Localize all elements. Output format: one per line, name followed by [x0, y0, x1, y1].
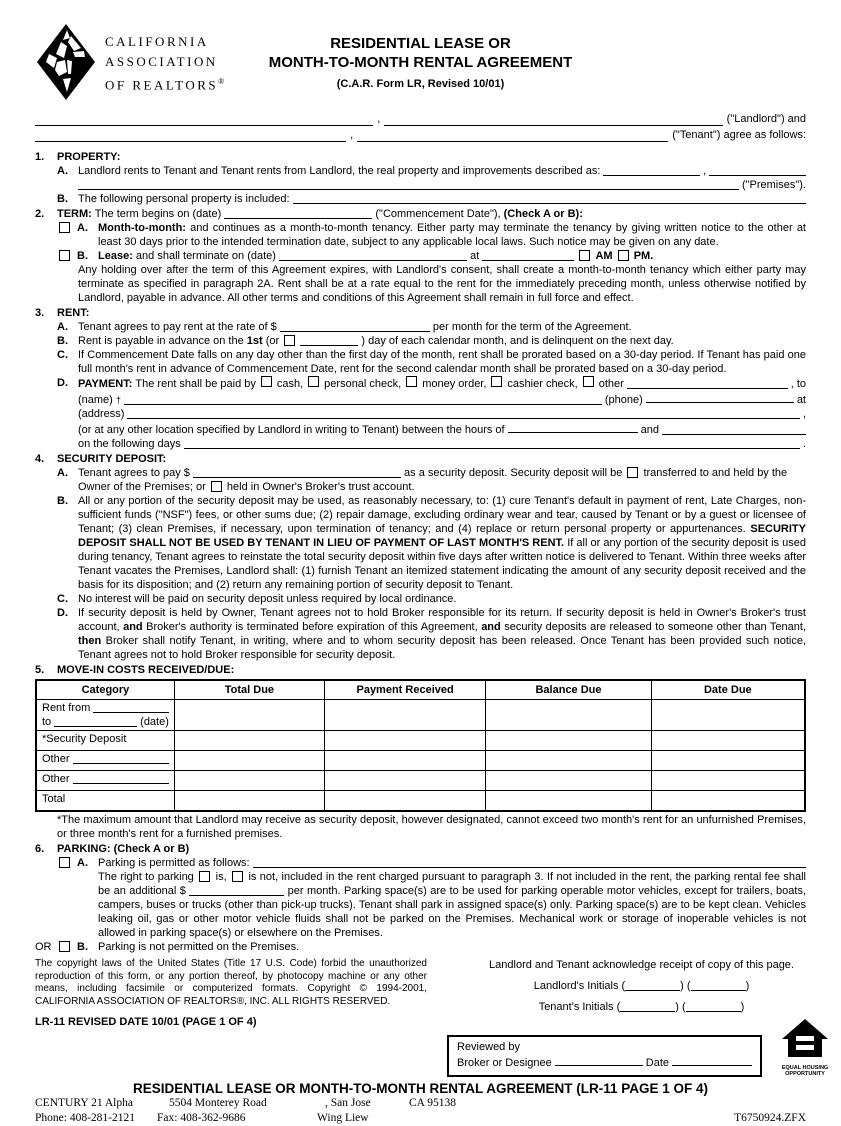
landlord-comma: ,: [377, 113, 381, 125]
item-4a-letter: A.: [57, 467, 68, 479]
rent-amount-blank[interactable]: [280, 320, 430, 332]
holdover-text: Any holding over after the term of this Agreement expires, with Landlord's consent, shall create a month-to-month tenancy which either party may terminate as specified in paragraph 2A. Rent shall be at a rate equal to the rent for the immediately preceding month, unless otherwise notified by Landlord, payable in advance. All other terms and conditions of this Agreement shall remain in full force and effect.: [78, 264, 806, 304]
cashier-check-label: cashier check,: [507, 378, 578, 390]
parking-is-not-text: is not, included in the rent charged pursuant to paragraph 3. If not included in the rent, the parking rental fee shall be an additional $: [98, 871, 806, 897]
table-cell[interactable]: [174, 751, 324, 771]
checkbox-parking-is-not[interactable]: [232, 871, 243, 882]
section-4-number: 4.: [35, 453, 45, 465]
tenant-initials-label: Tenant's Initials (: [538, 1001, 621, 1013]
other-2-cell: [36, 771, 174, 791]
payment-to: , to: [790, 378, 806, 390]
date-label: (date): [140, 716, 169, 728]
agent-office: CENTURY 21 Alpha: [35, 1097, 133, 1109]
checkbox-cashier-check[interactable]: [491, 376, 502, 387]
table-cell[interactable]: [486, 731, 651, 751]
other-1-cell: [36, 751, 174, 771]
deposit-text-3: transferred to and held by the Owner of the Premises; or: [78, 467, 788, 493]
table-row: [36, 700, 805, 731]
section-3-number: 3.: [35, 307, 45, 319]
payment-text-1: The rent shall be paid by: [135, 378, 256, 390]
item-4c-letter: C.: [57, 593, 68, 605]
max-deposit-note: *The maximum amount that Landlord may receive as security deposit, however designated, cannot exceed two month's rent for an unfurnished Premises, or three month's rent for a furnished premises.: [57, 814, 806, 840]
col-total-due: Total Due: [174, 680, 324, 700]
review-date-label: Date: [645, 1057, 670, 1069]
payment-days-text: on the following days: [78, 438, 181, 450]
section-6-title: PARKING: (Check A or B): [57, 843, 190, 855]
no-parking-text: Parking is not permitted on the Premises.: [98, 941, 300, 953]
deposit-bold-clause: SECURITY DEPOSIT SHALL NOT BE USED BY TENANT IN LIEU OF PAYMENT OF LAST MONTH'S RENT.: [78, 523, 806, 549]
payee-phone-blank[interactable]: [646, 391, 794, 403]
item-3a-letter: A.: [57, 321, 68, 333]
form-title-line2: MONTH-TO-MONTH RENTAL AGREEMENT: [268, 54, 573, 71]
rent-to-date-blank[interactable]: [54, 726, 137, 727]
landlord-line: [35, 112, 806, 128]
item-1a-letter: A.: [57, 165, 68, 177]
table-cell[interactable]: [324, 700, 485, 731]
table-cell[interactable]: [651, 731, 805, 751]
assoc-line1: CALIFORNIA: [105, 34, 209, 50]
premises-description-blank-3[interactable]: [78, 189, 739, 190]
section-1-title: PROPERTY:: [57, 151, 121, 163]
acknowledge-text: Landlord and Tenant acknowledge receipt of copy of this page.: [489, 959, 794, 971]
form-code: LR-11 REVISED DATE 10/01 (PAGE 1 OF 4): [35, 1016, 257, 1028]
eho-text-line2: OPPORTUNITY: [785, 1071, 825, 1077]
checkbox-parking-is[interactable]: [199, 871, 210, 882]
rent-due-1st: 1st: [246, 335, 263, 347]
col-date-due: Date Due: [651, 680, 805, 700]
tenant-name-blank[interactable]: [35, 141, 346, 142]
item-3b-letter: B.: [57, 335, 68, 347]
checkbox-2a-month-to-month[interactable]: [59, 222, 70, 233]
section-2-number: 2.: [35, 208, 45, 220]
table-row: [36, 731, 805, 751]
assoc-line2: ASSOCIATION: [105, 54, 218, 70]
checkbox-cash[interactable]: [261, 376, 272, 387]
term-intro-2: ("Commencement Date"),: [375, 208, 501, 220]
landlord-name-blank-2[interactable]: [384, 125, 722, 126]
initials-close-paren: ): [740, 1001, 745, 1013]
agent-phone: Phone: 408-281-2121: [35, 1112, 135, 1124]
other-1-label: Other: [42, 753, 70, 765]
landlord-initials-blank-2[interactable]: [691, 979, 746, 991]
hours-to-blank[interactable]: [662, 434, 806, 435]
payment-at: at: [796, 394, 806, 406]
item-2b-letter: B.: [77, 250, 88, 262]
proration-text: If Commencement Date falls on any day other than the first day of the month, rent shall be prorated based on a 30-day period. If Tenant has paid one full month's rent in advance of Commencement Date, rent for the second calendar month shall be prorated based on a 30-day period.: [78, 349, 806, 375]
item-6a-letter: A.: [77, 857, 88, 869]
initials-parens: ) (: [675, 1001, 686, 1013]
section-5-title: MOVE-IN COSTS RECEIVED/DUE:: [57, 664, 235, 676]
pm-label: PM.: [633, 250, 654, 262]
lease-label: Lease:: [98, 250, 133, 262]
tenant-initials-blank-2[interactable]: [686, 1000, 741, 1012]
section-parking: [35, 842, 806, 954]
table-row: [36, 771, 805, 791]
tenant-line: [35, 128, 806, 144]
tenant-suffix: ("Tenant") agree as follows:: [672, 129, 807, 141]
checkbox-other-payment[interactable]: [583, 376, 594, 387]
parking-is-label: is,: [215, 871, 227, 883]
lease-end-time-blank[interactable]: [482, 249, 574, 261]
form-header: [35, 24, 806, 112]
item-6b-letter: B.: [77, 941, 88, 953]
initials-parens: ) (: [680, 980, 691, 992]
parking-para-2: per month. Parking space(s) are to be used for parking operable motor vehicles, except for trailers, boats, campers, buses or trucks (other than pick-up trucks). Tenant shall park in assigned space(s) only. Parking space(s) are to be kept clean. Vehicles leaking oil, gas or other motor vehicle fluids shall not be parked on the Premises. Mechanical work or storage of inoperable vehicles is not allowed in parking space(s) or elsewhere on the Premises.: [98, 885, 807, 939]
payment-label: PAYMENT:: [78, 378, 133, 390]
rent-due-text-2: (or: [265, 335, 280, 347]
personal-check-label: personal check,: [324, 378, 402, 390]
payee-name-label: (name): [78, 394, 113, 406]
page-footer: [35, 958, 829, 1077]
payment-hours-text: (or at any other location specified by Landlord in writing to Tenant) between the hours of: [78, 424, 505, 436]
checkbox-pm[interactable]: [618, 250, 629, 261]
item-4b-letter: B.: [57, 495, 68, 507]
equal-housing-icon: [782, 1052, 828, 1064]
agent-name: Wing Liew: [317, 1112, 369, 1124]
section-security-deposit: [35, 452, 806, 662]
month-to-month-label: Month-to-month:: [98, 222, 186, 234]
item-2a-letter: A.: [77, 222, 88, 234]
am-label: AM: [595, 250, 613, 262]
term-intro-1: The term begins on (date): [94, 208, 222, 220]
eho-text-line1: EQUAL HOUSING: [781, 1065, 829, 1071]
total-row-label: Total: [36, 791, 174, 812]
checkbox-am[interactable]: [579, 250, 590, 261]
personal-property-blank[interactable]: [293, 203, 806, 204]
deposit-text-2: as a security deposit. Security deposit will be: [404, 467, 623, 479]
lease-text: and shall terminate on (date): [135, 250, 276, 262]
payment-address-blank[interactable]: [127, 418, 799, 419]
broker-and-2: and: [481, 621, 501, 633]
security-deposit-row-label: *Security Deposit: [36, 731, 174, 751]
rent-period-cell: [36, 700, 174, 731]
tenant-comma: ,: [350, 129, 354, 141]
col-category: Category: [36, 680, 174, 700]
footer-form-title: RESIDENTIAL LEASE OR MONTH-TO-MONTH RENTAL AGREEMENT (LR-11 PAGE 1 OF 4): [132, 1081, 709, 1096]
rent-to-label: to: [42, 716, 52, 728]
broker-then: then: [78, 635, 102, 647]
deposit-text-4: held in Owner's Broker's trust account.: [226, 481, 415, 493]
table-cell[interactable]: [174, 731, 324, 751]
agent-state-zip: CA 95138: [409, 1097, 456, 1109]
premises-suffix: ("Premises").: [741, 179, 806, 191]
review-date-blank[interactable]: [672, 1054, 752, 1066]
payee-name-blank[interactable]: [124, 404, 602, 405]
table-cell[interactable]: [174, 791, 324, 812]
premises-description-blank-2[interactable]: [709, 175, 806, 176]
checkbox-rent-due-day[interactable]: [284, 335, 295, 346]
table-cell[interactable]: [324, 751, 485, 771]
table-cell[interactable]: [651, 751, 805, 771]
broker-text-2: Broker's authority is terminated before expiration of this Agreement,: [146, 621, 478, 633]
hours-from-blank[interactable]: [508, 421, 638, 433]
parking-para-1: The right to parking: [98, 871, 194, 883]
table-cell[interactable]: [324, 771, 485, 791]
rent-from-label: Rent from: [42, 702, 91, 714]
parking-description-blank[interactable]: [253, 867, 806, 868]
item-1b-text: The following personal property is included:: [78, 193, 290, 205]
agent-street: 5504 Monterey Road: [169, 1097, 267, 1109]
section-rent: [35, 306, 806, 451]
rent-rate-text-2: per month for the term of the Agreement.: [432, 321, 632, 333]
form-subtitle: (C.A.R. Form LR, Revised 10/01): [336, 78, 505, 90]
checkbox-money-order[interactable]: [406, 376, 417, 387]
premises-comma: ,: [703, 165, 707, 177]
table-row: [36, 791, 805, 812]
landlord-suffix: ("Landlord") and: [726, 113, 807, 125]
month-to-month-text: and continues as a month-to-month tenancy. Either party may terminate the tenancy by giving written notice to the other at least 30 days prior to the intended termination date, subject to any applicable local laws. Such notice may be given on any date.: [98, 222, 806, 248]
table-cell[interactable]: [324, 791, 485, 812]
other-2-label-blank[interactable]: [73, 783, 169, 784]
item-3d-letter: D.: [57, 377, 68, 389]
table-cell[interactable]: [324, 731, 485, 751]
move-in-costs-table: [35, 679, 806, 812]
broker-text-3: security deposits are released to someone other than Tenant,: [504, 621, 806, 633]
address-trailing-comma: ,: [802, 408, 806, 420]
table-cell[interactable]: [486, 751, 651, 771]
term-check-a-or-b: (Check A or B):: [503, 208, 583, 220]
payee-phone-label: (phone): [604, 394, 643, 406]
parking-permitted-text: Parking is permitted as follows:: [98, 857, 250, 869]
broker-text-1: If security deposit is held by Owner, Tenant agrees not to hold Broker responsible for its return. If security deposit is held in Owner's Broker's trust account,: [78, 607, 806, 633]
lease-at: at: [470, 250, 480, 262]
section-4-title: SECURITY DEPOSIT:: [57, 453, 167, 465]
checkbox-6a-parking-permitted[interactable]: [59, 857, 70, 868]
col-payment-received: Payment Received: [324, 680, 485, 700]
agent-fax: Fax: 408-362-9686: [157, 1112, 246, 1124]
assoc-line3: OF REALTORS®: [105, 77, 225, 93]
commencement-date-blank[interactable]: [224, 207, 372, 219]
item-4d-letter: D.: [57, 607, 68, 619]
premises-description-blank[interactable]: [603, 175, 700, 176]
section-move-in-costs: [35, 663, 806, 677]
reviewed-by-label: Reviewed by: [457, 1041, 520, 1053]
no-interest-text: No interest will be paid on security deposit unless required by local ordinance.: [78, 593, 457, 605]
rent-due-text-1: Rent is payable in advance on the: [78, 335, 244, 347]
section-6-number: 6.: [35, 843, 45, 855]
payment-address-label: (address): [78, 408, 125, 420]
parking-fee-blank[interactable]: [189, 884, 284, 896]
section-property: [35, 150, 806, 206]
file-reference: T6750924.ZFX: [734, 1112, 806, 1124]
form-title-line1: RESIDENTIAL LEASE OR: [330, 35, 511, 52]
col-balance-due: Balance Due: [486, 680, 651, 700]
dagger-mark: †: [115, 395, 121, 405]
agent-info-row-1: [35, 1096, 806, 1111]
deposit-use-text-2: If all or any portion of the security deposit is used during tenancy, Tenant agrees to reinstate the total security deposit within five days after written notice is delivered to Tenant. Within three weeks after Tenant vacates the Premises, Landlord shall: (1) furnish Tenant an itemized statement indicating the amount of any security deposit received and the basis for its disposition; and (2) return any remaining portion of security deposit to Tenant.: [78, 537, 806, 591]
deposit-use-text-1: All or any portion of the security deposit may be used, as reasonably necessary, to: (1) cure Tenant's default in payment of rent, Late Charges, non-sufficient funds ("NSF") fees, or other sums due; (2) repair damage, excluding ordinary wear and tear, caused by Tenant or by a guest or licensee of Tenant; (3) clean Premises, if necessary, upon termination of tenancy; and (4) replace or return personal property or appurtenances.: [78, 495, 806, 535]
agent-info-row-2: [35, 1111, 806, 1126]
rent-due-text-3: ) day of each calendar month, and is delinquent on the next day.: [361, 335, 674, 347]
tenant-name-blank-2[interactable]: [357, 141, 668, 142]
other-2-label: Other: [42, 773, 70, 785]
item-1a-text: Landlord rents to Tenant and Tenant rents from Landlord, the real property and improvements described as:: [78, 165, 601, 177]
rent-from-date-blank[interactable]: [93, 712, 169, 713]
cash-label: cash,: [276, 378, 304, 390]
section-2-title: TERM:: [57, 208, 92, 220]
days-trailing-period: .: [802, 438, 806, 450]
landlord-initials-label: Landlord's Initials (: [533, 980, 626, 992]
deposit-text-1: Tenant agrees to pay $: [78, 467, 190, 479]
table-cell[interactable]: [486, 771, 651, 791]
section-term: [35, 207, 806, 305]
checkbox-personal-check[interactable]: [308, 376, 319, 387]
broker-and-1: and: [123, 621, 143, 633]
copyright-text: The copyright laws of the United States (Title 17 U.S. Code) forbid the unauthorized reproduction of this form, or any portion thereof, by photocopy machine or any other means, including facsimile or computerized formats. Copyright © 1994-2001, CALIFORNIA ASSOCIATION OF REALTORS®, INC. ALL RIGHTS RESERVED.: [35, 958, 427, 1007]
rent-due-day-blank[interactable]: [300, 334, 358, 346]
or-label: OR: [35, 941, 52, 953]
money-order-label: money order,: [422, 378, 487, 390]
table-cell[interactable]: [486, 791, 651, 812]
section-3-title: RENT:: [57, 307, 90, 319]
table-cell[interactable]: [651, 771, 805, 791]
agent-city: , San Jose: [325, 1097, 371, 1109]
tenant-initials-blank-1[interactable]: [620, 1000, 675, 1012]
lease-end-date-blank[interactable]: [279, 249, 467, 261]
rent-rate-text-1: Tenant agrees to pay rent at the rate of $: [78, 321, 277, 333]
table-cell[interactable]: [486, 700, 651, 731]
table-row: [36, 751, 805, 771]
section-1-number: 1.: [35, 151, 45, 163]
checkbox-2b-lease[interactable]: [59, 250, 70, 261]
item-1b-letter: B.: [57, 193, 68, 205]
item-3c-letter: C.: [57, 349, 68, 361]
landlord-initials-blank-1[interactable]: [625, 979, 680, 991]
broker-designee-label: Broker or Designee: [457, 1057, 552, 1069]
landlord-initials-row: [447, 979, 836, 993]
tenant-initials-row: [447, 1000, 836, 1014]
security-deposit-amount-blank[interactable]: [193, 466, 401, 478]
initials-close-paren: ): [745, 980, 750, 992]
other-label: other: [598, 378, 624, 390]
reviewed-box: [447, 1035, 762, 1077]
table-cell[interactable]: [651, 791, 805, 812]
hours-and: and: [640, 424, 659, 436]
broker-text-4: Broker shall notify Tenant, in writing, where and to whom security deposit has been released. Once Tenant has been provided such notice, Tenant agrees not to hold Broker responsible for security deposit.: [78, 635, 806, 661]
table-header-row: [36, 680, 805, 700]
table-cell[interactable]: [651, 700, 805, 731]
landlord-name-blank[interactable]: [35, 125, 373, 126]
checkbox-held-broker-trust[interactable]: [211, 481, 222, 492]
table-cell[interactable]: [174, 700, 324, 731]
table-cell[interactable]: [174, 771, 324, 791]
registered-mark: ®: [218, 77, 225, 87]
checkbox-transferred-owner[interactable]: [627, 467, 638, 478]
other-1-label-blank[interactable]: [73, 763, 169, 764]
checkbox-6b-no-parking[interactable]: [59, 941, 70, 952]
section-5-number: 5.: [35, 664, 45, 676]
broker-designee-blank[interactable]: [555, 1054, 643, 1066]
other-payment-blank[interactable]: [627, 388, 788, 389]
payment-days-blank[interactable]: [184, 448, 800, 449]
